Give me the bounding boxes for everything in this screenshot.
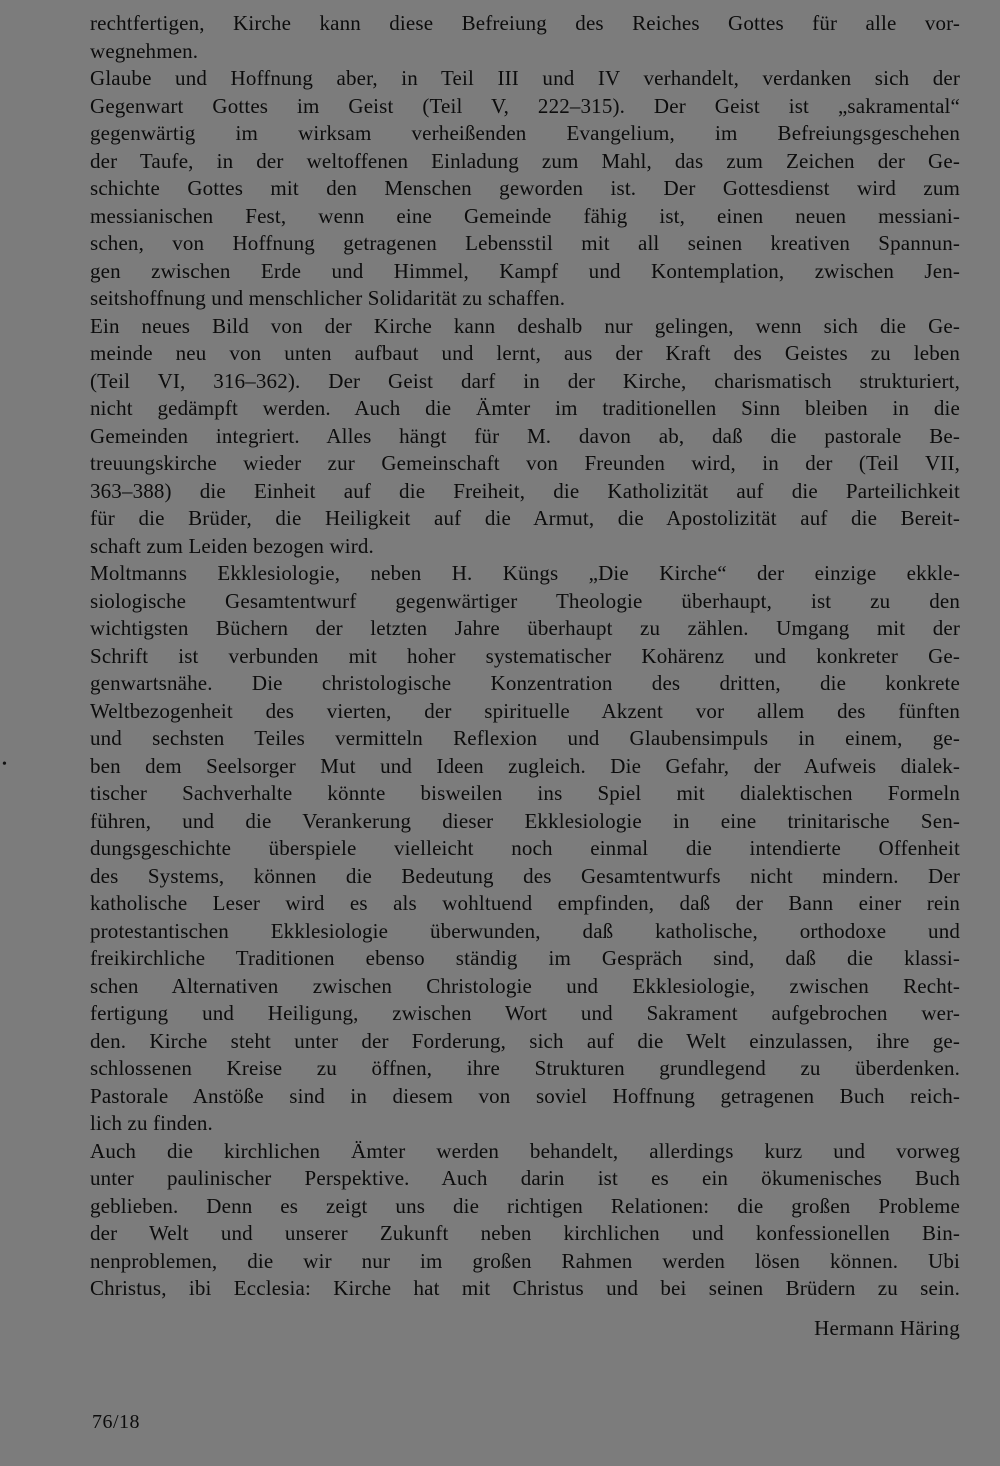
page-number: 76/18 (92, 1411, 141, 1433)
text-line: den. Kirche steht unter der Forderung, sich auf die Welt einzulassen, ihre ge- (90, 1028, 960, 1053)
text-line: genwartsnähe. Die christologische Konzentration des dritten, die konkrete (90, 671, 960, 695)
text-line: schlossenen Kreise zu öffnen, ihre Strukturen grundlegend zu überdenken. (90, 1056, 960, 1080)
text-line: schen, von Hoffnung getragenen Lebensstil mit all seinen kreativen Spannun- (90, 231, 960, 255)
text-line: Christus, ibi Ecclesia: Kirche hat mit Christus und bei seinen Brüdern zu sein. (90, 1276, 960, 1300)
text-line: geblieben. Denn es zeigt uns die richtigen Relationen: die großen Probleme (90, 1193, 960, 1218)
text-line: Schrift ist verbunden mit hoher systematischer Kohärenz und konkreter Ge- (90, 643, 960, 668)
text-line: gegenwärtig im wirksam verheißenden Evangelium, im Befreiungsgeschehen (90, 121, 960, 145)
text-line: und sechsten Teiles vermitteln Reflexion und Glaubensimpuls in einem, ge- (90, 726, 960, 750)
text-line: fertigung und Heiligung, zwischen Wort und Sakrament aufgebrochen wer- (90, 1001, 960, 1025)
text-line: Glaube und Hoffnung aber, in Teil III und IV verhandelt, verdanken sich der (90, 66, 960, 90)
text-line: Ein neues Bild von der Kirche kann deshalb nur gelingen, wenn sich die Ge- (90, 313, 960, 338)
author-signature: Hermann Häring (814, 1316, 960, 1340)
text-line: schaft zum Leiden bezogen wird. (90, 533, 374, 558)
text-line: Pastorale Anstöße sind in diesem von soviel Hoffnung getragenen Buch reich- (90, 1083, 960, 1108)
text-line: nenproblemen, die wir nur im großen Rahmen werden lösen können. Ubi (90, 1248, 960, 1273)
text-line: des Systems, können die Bedeutung des Gesamtentwurfs nicht mindern. Der (90, 863, 960, 888)
text-line: wegnehmen. (90, 38, 199, 63)
text-line: treuungskirche wieder zur Gemeinschaft von Freunden wird, in der (Teil VII, (90, 451, 960, 475)
text-line: freikirchliche Traditionen ebenso ständig im Gespräch sind, daß die klassi- (90, 946, 960, 970)
text-line: für die Brüder, die Heiligkeit auf die Armut, die Apostolizität auf die Bereit- (90, 506, 960, 530)
text-line: protestantischen Ekklesiologie überwunden, daß katholische, orthodoxe und (90, 918, 960, 943)
text-line: siologische Gesamtentwurf gegenwärtiger Theologie überhaupt, ist zu den (90, 588, 960, 613)
text-line: der Taufe, in der weltoffenen Einladung zum Mahl, das zum Zeichen der Ge- (90, 148, 960, 173)
text-line: ben dem Seelsorger Mut und Ideen zugleich. Die Gefahr, der Aufweis dialek- (90, 753, 960, 778)
text-line: Moltmanns Ekklesiologie, neben H. Küngs „Die Kirche“ der einzige ekkle- (90, 561, 960, 585)
text-line: lich zu finden. (90, 1111, 213, 1135)
text-line: (Teil VI, 316–362). Der Geist darf in der Kirche, charismatisch strukturiert, (90, 368, 960, 393)
text-line: schichte Gottes mit den Menschen geworden ist. Der Gottesdienst wird zum (90, 176, 960, 200)
text-line: Gemeinden integriert. Alles hängt für M. davon ab, daß die pastorale Be- (90, 423, 960, 448)
review-text (90, 10, 960, 1303)
text-line: der Welt und unserer Zukunft neben kirchlichen und konfessionellen Bin- (90, 1221, 960, 1245)
text-line: meinde neu von unten aufbaut und lernt, aus der Kraft des Geistes zu leben (90, 341, 960, 365)
text-line: dungsgeschichte überspiele vielleicht noch einmal die intendierte Offenheit (90, 836, 960, 860)
text-line: Gegenwart Gottes im Geist (Teil V, 222–315). Der Geist ist „sakramental“ (90, 93, 960, 118)
text-line: tischer Sachverhalte könnte bisweilen ins Spiel mit dialektischen Formeln (90, 781, 960, 805)
text-line: schen Alternativen zwischen Christologie und Ekklesiologie, zwischen Recht- (90, 973, 960, 998)
text-line: rechtfertigen, Kirche kann diese Befreiung des Reiches Gottes für alle vor- (90, 11, 960, 35)
margin-mark: • (2, 757, 7, 772)
text-line: Auch die kirchlichen Ämter werden behandelt, allerdings kurz und vorweg (90, 1138, 960, 1163)
text-line: Weltbezogenheit des vierten, der spirituelle Akzent vor allem des fünften (90, 698, 960, 723)
text-line: messianischen Fest, wenn eine Gemeinde fähig ist, einen neuen messiani- (90, 203, 960, 228)
text-line: katholische Leser wird es als wohltuend empfinden, daß der Bann einer rein (90, 891, 960, 915)
text-line: 363–388) die Einheit auf die Freiheit, die Katholizität auf die Parteilichkeit (90, 478, 960, 503)
text-line: seitshoffnung und menschlicher Solidarität zu schaffen. (90, 286, 566, 310)
text-line: wichtigsten Büchern der letzten Jahre überhaupt zu zählen. Umgang mit der (90, 616, 960, 640)
text-line: unter paulinischer Perspektive. Auch darin ist es ein ökumenisches Buch (90, 1166, 960, 1190)
text-line: gen zwischen Erde und Himmel, Kampf und Kontemplation, zwischen Jen- (90, 258, 960, 283)
text-line: führen, und die Verankerung dieser Ekklesiologie in eine trinitarische Sen- (90, 808, 960, 833)
text-line: nicht gedämpft werden. Auch die Ämter im traditionellen Sinn bleiben in die (90, 396, 960, 420)
